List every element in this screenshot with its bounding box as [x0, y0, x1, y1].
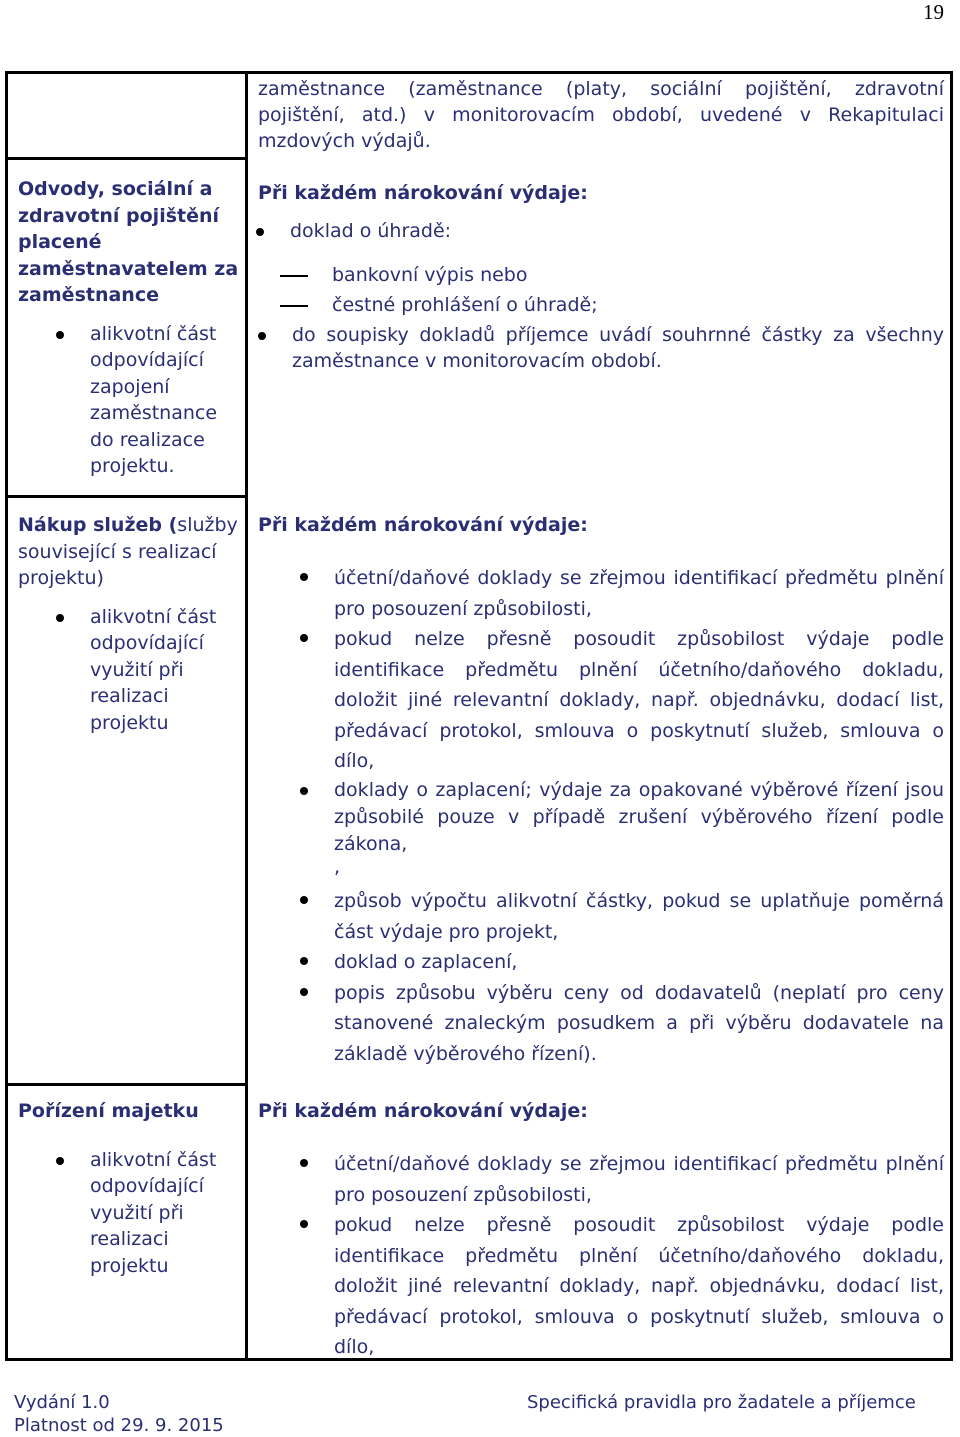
list-item: [90, 321, 240, 480]
page-number: 19: [923, 0, 944, 24]
list-item: [332, 292, 944, 318]
evidence-contributions: [258, 180, 944, 374]
bullet-text: pokud nelze přesně posoudit způsobilost výdaje podle identifikace předmětu plnění účetního/daňového dokladu, doložit jiné relevantní doklady, např. objednávku, dodací list, předávací protokol, smlouva o poskytnutí služeb, smlouva o dílo,: [334, 1214, 944, 1358]
bullet-icon: [300, 787, 308, 795]
dash-icon: [280, 275, 308, 277]
bullet-text: účetní/daňové doklady se zřejmou identifikací předmětu plnění pro posouzení způsobilosti,: [334, 567, 944, 620]
evidence-list: [290, 218, 944, 244]
list-item: [334, 624, 944, 777]
evidence-assets: [258, 1098, 944, 1363]
bullet-text: alikvotní část odpovídající zapojení zaměstnance do realizace projektu.: [90, 322, 218, 477]
list-item: [292, 322, 944, 374]
list-item: [334, 563, 944, 624]
list-item: [334, 777, 944, 858]
row-divider-1: [5, 157, 248, 160]
column-divider: [245, 71, 248, 1361]
dash-icon: [280, 305, 308, 307]
list-item: [334, 1149, 944, 1210]
payment-proof-list: [332, 262, 944, 318]
bullet-icon: [300, 957, 308, 965]
evidence-list: [334, 563, 944, 1069]
list-item: [334, 886, 944, 947]
bullet-text: alikvotní část odpovídající využití při realizaci projektu: [90, 605, 217, 734]
expense-type-bullets: [18, 604, 240, 737]
expense-type-bullets: [18, 321, 240, 480]
evidence-services: [258, 512, 944, 1069]
row-divider-3: [5, 1083, 248, 1086]
bullet-text: doklady o zaplacení; výdaje za opakované výběrové řízení jsou způsobilé pouze v případě zrušení výběrového řízení podle zákona,: [334, 778, 944, 855]
bullet-icon: [56, 1157, 64, 1165]
list-item: [290, 218, 944, 244]
bullet-icon: [300, 573, 308, 581]
bullet-icon: [56, 331, 64, 339]
bullet-text: účetní/daňové doklady se zřejmou identifikací předmětu plnění pro posouzení způsobilosti,: [334, 1153, 944, 1206]
bullet-text: popis způsobu výběru ceny od dodavatelů (neplatí pro ceny stanovené znaleckým posudkem a při výběru dodavatele na základě výběrového řízení).: [334, 981, 944, 1065]
footer-document-title: Specifická pravidla pro žadatele a příjemce: [527, 1392, 916, 1413]
list-item: [90, 604, 240, 737]
expense-type-title: Odvody, sociální a zdravotní pojištění placené zaměstnavatelem za zaměstnance: [18, 178, 239, 306]
bullet-icon: [300, 634, 308, 642]
title-bold-part: Nákup služeb (: [18, 514, 178, 536]
bullet-text: doklad o úhradě:: [290, 220, 452, 242]
bullet-icon: [300, 1220, 308, 1228]
row-divider-2: [5, 495, 248, 498]
evidence-list: [334, 1149, 944, 1363]
dash-text: čestné prohlášení o úhradě;: [332, 294, 598, 316]
evidence-list: [292, 322, 944, 374]
list-item: [334, 978, 944, 1070]
wages-continuation-text: zaměstnance (zaměstnance (platy, sociální pojištění, zdravotní pojištění, atd.) v monitorovacím období, uvedené v Rekapitulaci mzdových výdajů.: [258, 78, 944, 152]
bullet-text: pokud nelze přesně posoudit způsobilost výdaje podle identifikace předmětu plnění účetního/daňového dokladu, doložit jiné relevantní doklady, např. objednávku, dodací list, předávací protokol, smlouva o poskytnutí služeb, smlouva o dílo,: [334, 628, 944, 772]
stray-comma: ,: [334, 855, 341, 878]
bullet-icon: [300, 988, 308, 996]
footer-edition: Vydání 1.0: [14, 1392, 110, 1413]
expense-type-title: Pořízení majetku: [18, 1100, 199, 1122]
list-item: [334, 947, 944, 978]
bullet-text: doklad o zaplacení,: [334, 951, 518, 973]
expense-type-services: [18, 512, 240, 736]
list-item: [334, 1210, 944, 1363]
expense-type-bullets: [18, 1147, 240, 1280]
bullet-icon: [256, 228, 264, 236]
bullet-text: alikvotní část odpovídající využití při realizaci projektu: [90, 1148, 217, 1277]
bullet-icon: [56, 614, 64, 622]
expense-type-title: [18, 512, 240, 592]
bullet-icon: [300, 1159, 308, 1167]
bullet-icon: [300, 896, 308, 904]
section-heading: Při každém nárokování výdaje:: [258, 182, 588, 204]
section-heading: Při každém nárokování výdaje:: [258, 1100, 588, 1122]
footer-validity: Platnost od 29. 9. 2015: [14, 1415, 224, 1436]
title-normal-part: služby související s realizací projektu): [18, 514, 238, 589]
bullet-text: do soupisky dokladů příjemce uvádí souhrnné částky za všechny zaměstnance v monitorovacím období.: [292, 324, 944, 372]
bullet-icon: [258, 332, 266, 340]
list-item: [90, 1147, 240, 1280]
list-item: [332, 262, 944, 288]
section-heading: Při každém nárokování výdaje:: [258, 514, 588, 536]
dash-text: bankovní výpis nebo: [332, 264, 528, 286]
expense-type-contributions: [18, 176, 240, 480]
expense-type-assets: [18, 1098, 240, 1279]
bullet-text: způsob výpočtu alikvotní částky, pokud se uplatňuje poměrná část výdaje pro projekt,: [334, 890, 944, 943]
